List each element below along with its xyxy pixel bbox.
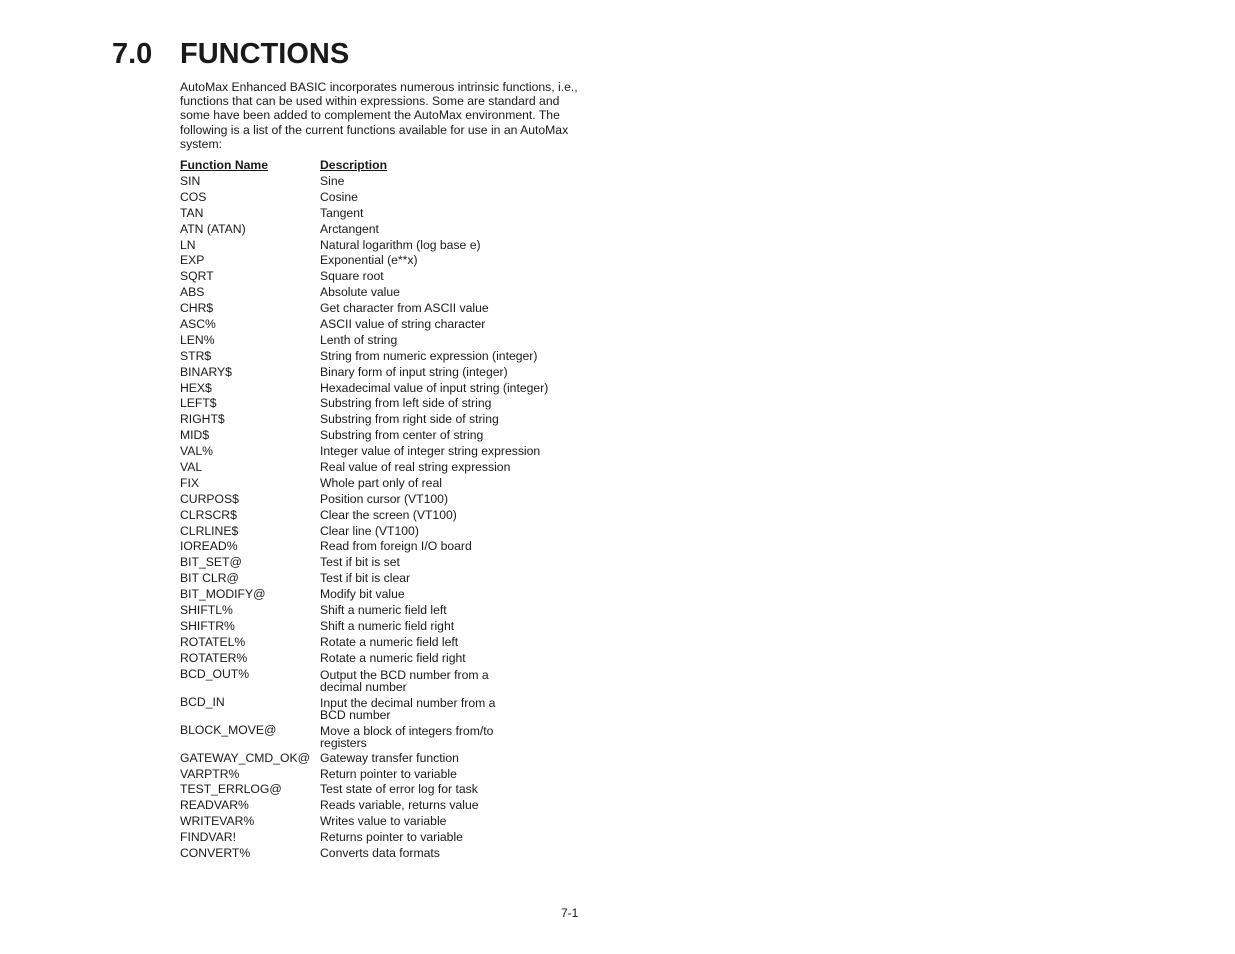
table-row <box>180 492 600 508</box>
section-heading <box>112 36 349 72</box>
function-name: VARPTR% <box>180 766 240 781</box>
table-row <box>180 396 600 412</box>
function-description: Tangent <box>320 205 364 220</box>
table-row <box>180 555 600 571</box>
function-name: TAN <box>180 205 204 220</box>
function-name: BIT_MODIFY@ <box>180 587 266 602</box>
function-description: ASCII value of string character <box>320 317 486 332</box>
table-row <box>180 238 600 254</box>
table-row <box>180 667 600 695</box>
table-row <box>180 798 600 814</box>
table-row <box>180 571 600 587</box>
function-name: CHR$ <box>180 301 214 316</box>
table-row <box>180 751 600 767</box>
function-description: Input the decimal number from a BCD number <box>320 695 496 723</box>
function-description: String from numeric expression (integer) <box>320 348 538 363</box>
function-name: LN <box>180 237 196 252</box>
function-name: ASC% <box>180 317 216 332</box>
function-name: ROTATEL% <box>180 634 246 649</box>
table-row <box>180 603 600 619</box>
function-description: Hexadecimal value of input string (integer) <box>320 380 549 395</box>
function-name: STR$ <box>180 348 212 363</box>
table-row <box>180 539 600 555</box>
function-description: Move a block of integers from/to registers <box>320 723 494 751</box>
function-name: ATN (ATAN) <box>180 221 246 236</box>
function-description: Natural logarithm (log base e) <box>320 237 481 252</box>
function-description: Modify bit value <box>320 587 405 602</box>
table-row <box>180 253 600 269</box>
function-name: LEFT$ <box>180 396 217 411</box>
function-description: Absolute value <box>320 285 400 300</box>
function-name: LEN% <box>180 332 215 347</box>
function-name: WRITEVAR% <box>180 814 255 829</box>
function-name: MID$ <box>180 428 210 443</box>
function-name: BCD_OUT% <box>180 666 250 681</box>
table-body <box>180 174 600 862</box>
table-row <box>180 508 600 524</box>
function-name: CLRLINE$ <box>180 523 239 538</box>
table-row <box>180 381 600 397</box>
function-description: Return pointer to variable <box>320 766 457 781</box>
function-description: Whole part only of real <box>320 475 442 490</box>
function-name: CONVERT% <box>180 845 251 860</box>
function-name: COS <box>180 189 207 204</box>
function-name: CURPOS$ <box>180 491 239 506</box>
function-description: Substring from right side of string <box>320 412 499 427</box>
function-name: BLOCK_MOVE@ <box>180 722 277 737</box>
function-description: Read from foreign I/O board <box>320 539 472 554</box>
function-name: GATEWAY_CMD_OK@ <box>180 750 310 765</box>
function-description: Test state of error log for task <box>320 782 478 797</box>
table-row <box>180 846 600 862</box>
table-row <box>180 333 600 349</box>
table-row <box>180 619 600 635</box>
function-description: Lenth of string <box>320 332 398 347</box>
header-function-name: Function Name <box>180 158 269 172</box>
table-row <box>180 444 600 460</box>
table-row <box>180 222 600 238</box>
function-description: Clear line (VT100) <box>320 523 419 538</box>
table-row <box>180 460 600 476</box>
function-name: BCD_IN <box>180 694 225 709</box>
table-row <box>180 524 600 540</box>
table-row <box>180 782 600 798</box>
function-name: RIGHT$ <box>180 412 225 427</box>
function-description: Arctangent <box>320 221 379 236</box>
table-row <box>180 269 600 285</box>
function-name: VAL% <box>180 444 213 459</box>
function-description: Substring from left side of string <box>320 396 492 411</box>
function-description: Square root <box>320 269 384 284</box>
function-description: Integer value of integer string expression <box>320 444 541 459</box>
function-name: READVAR% <box>180 798 249 813</box>
table-row <box>180 476 600 492</box>
section-number: 7.0 <box>112 38 153 70</box>
table-row <box>180 412 600 428</box>
table-row <box>180 651 600 667</box>
functions-table <box>180 157 600 862</box>
function-name: SIN <box>180 174 201 188</box>
section-title: FUNCTIONS <box>180 38 350 70</box>
function-name: TEST_ERRLOG@ <box>180 782 282 797</box>
table-row <box>180 285 600 301</box>
function-description: Shift a numeric field right <box>320 618 455 633</box>
function-name: BINARY$ <box>180 364 232 379</box>
table-row <box>180 206 600 222</box>
table-row <box>180 587 600 603</box>
function-description: Rotate a numeric field left <box>320 634 459 649</box>
table-row <box>180 365 600 381</box>
table-header <box>180 157 600 174</box>
function-name: SHIFTR% <box>180 618 235 633</box>
table-row <box>180 723 600 751</box>
function-name: HEX$ <box>180 380 212 395</box>
function-name: ROTATER% <box>180 650 248 665</box>
table-row <box>180 190 600 206</box>
function-name: EXP <box>180 253 205 268</box>
page-number: 7-1 <box>561 906 579 920</box>
function-name: BIT CLR@ <box>180 571 239 586</box>
function-description: Returns pointer to variable <box>320 830 463 845</box>
function-name: BIT_SET@ <box>180 555 242 570</box>
function-description: Clear the screen (VT100) <box>320 507 457 522</box>
function-description: Reads variable, returns value <box>320 798 479 813</box>
function-description: Test if bit is clear <box>320 571 411 586</box>
function-description: Cosine <box>320 189 358 204</box>
function-name: FINDVAR! <box>180 830 236 845</box>
function-description: Position cursor (VT100) <box>320 491 449 506</box>
function-description: Gateway transfer function <box>320 750 459 765</box>
intro-paragraph: AutoMax Enhanced BASIC incorporates numerous intrinsic functions, i.e., functions that can be used within expressions. Some are standard and some have been added to complement the AutoMax environment. The following is a list of the current functions available for use in an AutoMax system: <box>180 80 578 151</box>
table-row <box>180 830 600 846</box>
table-row <box>180 428 600 444</box>
function-name: CLRSCR$ <box>180 507 237 522</box>
table-row <box>180 317 600 333</box>
table-row <box>180 695 600 723</box>
function-description: Substring from center of string <box>320 428 484 443</box>
table-row <box>180 174 600 190</box>
function-description: Exponential (e**x) <box>320 253 418 268</box>
table-row <box>180 814 600 830</box>
table-row <box>180 767 600 783</box>
function-description: Output the BCD number from a decimal number <box>320 667 489 695</box>
header-description: Description <box>320 158 388 172</box>
function-description: Test if bit is set <box>320 555 400 570</box>
table-row <box>180 635 600 651</box>
function-name: ABS <box>180 285 205 300</box>
function-name: VAL <box>180 460 203 475</box>
function-description: Shift a numeric field left <box>320 603 447 618</box>
function-description: Converts data formats <box>320 845 440 860</box>
function-name: SHIFTL% <box>180 603 233 618</box>
table-row <box>180 349 600 365</box>
function-name: IOREAD% <box>180 539 238 554</box>
function-description: Sine <box>320 174 345 188</box>
function-description: Real value of real string expression <box>320 460 511 475</box>
function-name: SQRT <box>180 269 214 284</box>
table-row <box>180 301 600 317</box>
function-name: FIX <box>180 475 199 490</box>
function-description: Writes value to variable <box>320 814 447 829</box>
function-description: Rotate a numeric field right <box>320 650 466 665</box>
function-description: Get character from ASCII value <box>320 301 489 316</box>
function-description: Binary form of input string (integer) <box>320 364 508 379</box>
